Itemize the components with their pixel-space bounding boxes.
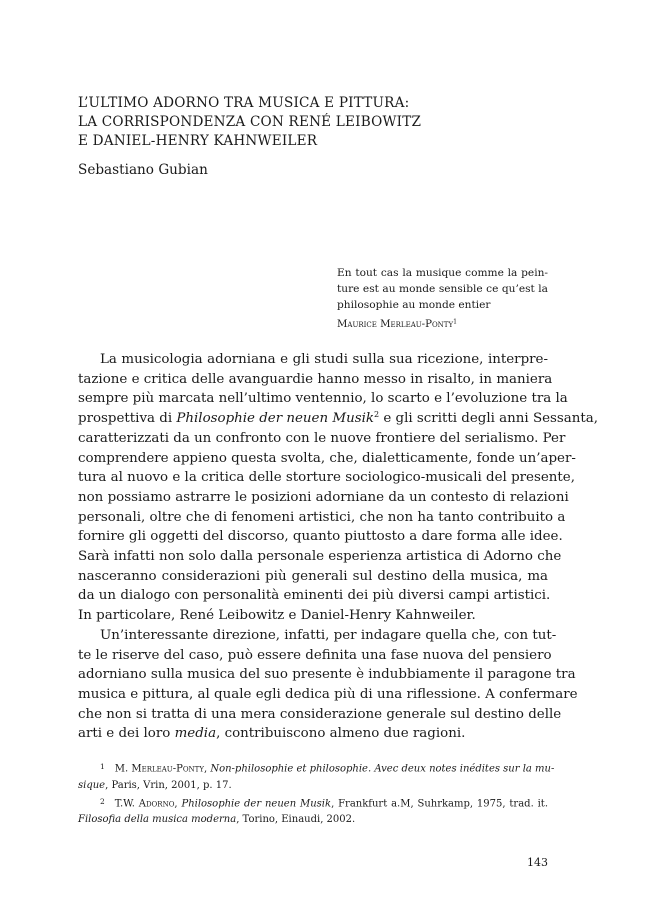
epigraph-line: En tout cas la musique comme la pein- xyxy=(337,267,548,279)
footnote-line xyxy=(78,812,548,828)
body-line: da un dialogo con personalità eminenti dei più diversi campi artistici. xyxy=(78,588,551,604)
footnote-number: 2 xyxy=(100,796,105,806)
body-line: comprendere appieno questa svolta, che, dialetticamente, fonde un’aper- xyxy=(78,450,576,466)
epigraph-source xyxy=(337,317,548,333)
body-line xyxy=(78,409,599,429)
body-line: nasceranno considerazioni più generali sul destino della musica, ma xyxy=(78,568,548,584)
footnote-title: Filosofia della musica moderna xyxy=(78,814,237,826)
body-line: Sarà infatti non solo dalla personale esperienza artistica di Adorno che xyxy=(78,549,562,565)
footnotes xyxy=(78,759,555,828)
body-line: sempre più marcata nell’ultimo ventennio, lo scarto e l’evoluzione tra la xyxy=(78,391,568,407)
footnote-ref: 2 xyxy=(373,410,380,420)
footnote-title: Non-philosophie et philosophie. Avec deux notes inédites sur la mu- xyxy=(210,763,555,775)
body-line: In particolare, René Leibowitz e Daniel-Henry Kahnweiler. xyxy=(78,608,476,624)
body-line: adorniano sulla musica del suo presente è indubbiamente il paragone tra xyxy=(78,667,576,683)
footnote-ref: 1 xyxy=(453,318,457,326)
footnote-line xyxy=(78,759,555,778)
body-line xyxy=(78,724,548,744)
body-text-span: prospettiva di xyxy=(78,411,177,427)
footnote-text: , Torino, Einaudi, 2002. xyxy=(236,814,356,826)
body-text-span: , contribuiscono almeno due ragioni. xyxy=(216,726,466,742)
epigraph xyxy=(337,265,548,333)
body-line: fornire gli oggetti del discorso, quanto piuttosto a dare forma alle idee. xyxy=(78,529,563,545)
title-line: E DANIEL-HENRY KAHNWEILER xyxy=(78,133,318,149)
body-line: tazione e critica delle avanguardie hanno messo in risalto, in maniera xyxy=(78,371,553,387)
footnote-title: sique xyxy=(78,779,106,791)
body-line: musica e pittura, al quale egli dedica più di una riflessione. A confermare xyxy=(78,686,578,702)
body-line: personali, oltre che di fenomeni artistici, che non ha tanto contribuito a xyxy=(78,509,566,525)
title-line: L’ULTIMO ADORNO TRA MUSICA E PITTURA: xyxy=(78,95,410,111)
body-line: Un’interessante direzione, infatti, per indagare quella che, con tut- xyxy=(100,627,557,643)
body-text-span: e gli scritti degli anni Sessanta, xyxy=(379,411,599,427)
body-line: te le riserve del caso, può essere definita una fase nuova del pensiero xyxy=(78,647,552,663)
footnote-author: T.W. Adorno, xyxy=(114,798,182,810)
footnote-text: , Frankfurt a.M, Suhrkamp, 1975, trad. it. xyxy=(331,798,549,810)
footnote-text: , Paris, Vrin, 2001, p. 17. xyxy=(105,779,232,791)
epigraph-line: ture est au monde sensible ce qu’est la xyxy=(337,283,548,295)
footnote-number: 1 xyxy=(100,762,105,771)
page-number: 143 xyxy=(527,856,548,869)
title-line: LA CORRISPONDENZA CON RENÉ LEIBOWITZ xyxy=(78,114,422,130)
footnote-line xyxy=(78,794,548,813)
work-title: Philosophie der neuen Musik xyxy=(176,411,374,427)
emphasis-word: media xyxy=(174,726,217,742)
article-body xyxy=(78,350,599,744)
body-line: tura al nuovo e la critica delle storture sociologico-musicali del presente, xyxy=(78,470,575,486)
footnote-author: M. Merleau-Ponty, xyxy=(114,763,211,775)
footnote-line xyxy=(78,778,548,794)
article-title xyxy=(78,94,568,151)
author-name: Sebastiano Gubian xyxy=(78,162,208,178)
epigraph-source-name: Maurice Merleau-Ponty xyxy=(337,319,454,330)
epigraph-line: philosophie au monde entier xyxy=(337,299,491,311)
body-text-span: arti e dei loro xyxy=(78,726,175,742)
body-line: La musicologia adorniana e gli studi sulla sua ricezione, interpre- xyxy=(100,352,548,367)
body-line: non possiamo astrarre le posizioni adorniane da un contesto di relazioni xyxy=(78,489,569,505)
body-line: caratterizzati da un confronto con le nuove frontiere del serialismo. Per xyxy=(78,430,566,446)
footnote-title: Philosophie der neuen Musik xyxy=(181,798,332,810)
body-line: che non si tratta di una mera considerazione generale sul destino delle xyxy=(78,706,562,722)
